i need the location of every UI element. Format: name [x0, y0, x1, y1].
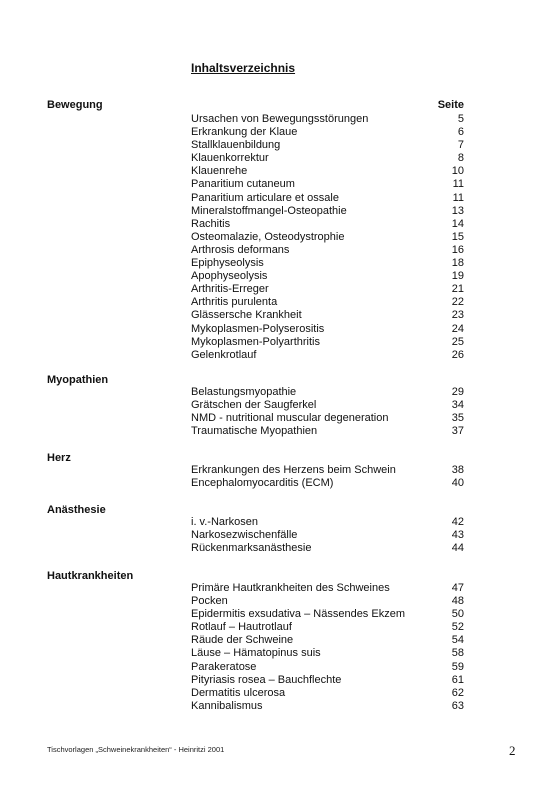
entry-page: 50 — [451, 608, 464, 621]
entry-text: Mykoplasmen-Polyserositis — [191, 322, 325, 335]
entry-text: Belastungsmyopathie — [191, 386, 297, 398]
toc-entry[interactable] — [191, 152, 464, 165]
toc-entry[interactable] — [191, 283, 464, 296]
entry-page: 61 — [451, 673, 464, 686]
toc-entry[interactable] — [191, 336, 464, 349]
entry-page: 44 — [451, 542, 464, 555]
entry-text: Epidermitis exsudativa – Nässendes Ekzem — [191, 608, 405, 621]
entry-text: Pocken — [191, 595, 228, 608]
entry-page: 58 — [451, 647, 464, 660]
toc-entry[interactable] — [191, 700, 464, 713]
entry-text: Rotlauf – Hautrotlauf — [191, 621, 292, 634]
toc-entry[interactable] — [191, 126, 464, 139]
entry-text: Gelenkrotlauf — [191, 348, 257, 361]
entry-text: Narkosezwischenfälle — [191, 529, 298, 542]
toc-entry[interactable] — [191, 464, 464, 477]
entry-text: NMD - nutritional muscular degeneration — [191, 412, 389, 425]
entry-page: 26 — [451, 348, 464, 361]
toc-entry[interactable] — [191, 582, 464, 595]
entry-text: Arthritis purulenta — [191, 296, 278, 309]
toc-entry[interactable] — [191, 165, 464, 178]
toc-entry[interactable] — [191, 349, 464, 362]
entry-page: 37 — [451, 425, 464, 438]
toc-entry[interactable] — [191, 621, 464, 634]
section-entries-myopathien — [191, 386, 464, 438]
toc-entry[interactable] — [191, 399, 464, 412]
toc-entry[interactable] — [191, 647, 464, 660]
section-title-herz: Herz — [47, 452, 71, 464]
toc-entry[interactable] — [191, 270, 464, 283]
toc-entry[interactable] — [191, 516, 464, 529]
toc-entry[interactable] — [191, 192, 464, 205]
entry-page: 48 — [451, 595, 464, 608]
entry-text: Klauenkorrektur — [191, 152, 269, 165]
entry-text: Mineralstoffmangel-Osteopathie — [191, 204, 347, 217]
toc-entry[interactable] — [191, 425, 464, 438]
entry-text: Traumatische Myopathien — [191, 425, 318, 438]
entry-text: Erkrankung der Klaue — [191, 126, 298, 139]
entry-text: i. v.-Narkosen — [191, 516, 259, 528]
toc-entry[interactable] — [191, 139, 464, 152]
entry-text: Osteomalazie, Osteodystrophie — [191, 230, 345, 243]
toc-entry[interactable] — [191, 634, 464, 647]
entry-text: Dermatitis ulcerosa — [191, 686, 286, 699]
page-number: 2 — [509, 743, 516, 758]
entry-page: 15 — [451, 230, 464, 243]
entry-text: Läuse – Hämatopinus suis — [191, 647, 321, 660]
section-title-anaesthesie: Anästhesie — [47, 504, 106, 516]
entry-text: Primäre Hautkrankheiten des Schweines — [191, 582, 390, 594]
entry-page: 29 — [451, 386, 464, 398]
entry-page: 10 — [451, 165, 464, 178]
toc-entry[interactable] — [191, 529, 464, 542]
entry-page: 62 — [451, 686, 464, 699]
entry-text: Arthritis-Erreger — [191, 283, 269, 296]
toc-entry[interactable] — [191, 257, 464, 270]
toc-entry[interactable] — [191, 178, 464, 191]
entry-text: Kannibalismus — [191, 699, 263, 712]
entry-text: Panaritium articulare et ossale — [191, 191, 339, 204]
entry-text: Mykoplasmen-Polyarthritis — [191, 335, 320, 348]
entry-page: 25 — [451, 335, 464, 348]
entry-text: Encephalomyocarditis (ECM) — [191, 477, 334, 490]
toc-entry[interactable] — [191, 608, 464, 621]
toc-entry[interactable] — [191, 386, 464, 399]
entry-page: 14 — [451, 217, 464, 230]
toc-entry[interactable] — [191, 674, 464, 687]
entry-text: Parakeratose — [191, 660, 257, 673]
entry-text: Klauenrehe — [191, 165, 248, 178]
toc-entry[interactable] — [191, 477, 464, 490]
entry-page: 43 — [451, 529, 464, 542]
entry-text: Räude der Schweine — [191, 634, 294, 647]
entry-page: 34 — [451, 399, 464, 412]
toc-entry[interactable] — [191, 309, 464, 322]
entry-page: 24 — [451, 322, 464, 335]
section-entries-bewegung — [191, 113, 464, 362]
toc-entry[interactable] — [191, 113, 464, 126]
toc-entry[interactable] — [191, 205, 464, 218]
entry-page: 23 — [451, 309, 464, 322]
toc-entry[interactable] — [191, 687, 464, 700]
entry-text: Arthrosis deformans — [191, 243, 290, 256]
entry-text: Glässersche Krankheit — [191, 309, 302, 322]
entry-page: 5 — [457, 113, 464, 125]
entry-page: 54 — [451, 634, 464, 647]
entry-text: Stallklauenbildung — [191, 139, 281, 152]
section-title-myopathien: Myopathien — [47, 374, 109, 386]
section-title-hautkrankheiten: Hautkrankheiten — [47, 570, 134, 582]
entry-page: 18 — [451, 257, 464, 270]
entry-text: Apophyseolysis — [191, 270, 268, 283]
toc-entry[interactable] — [191, 542, 464, 555]
toc-entry[interactable] — [191, 661, 464, 674]
toc-entry[interactable] — [191, 231, 464, 244]
toc-entry[interactable] — [191, 244, 464, 257]
section-title-bewegung: Bewegung — [47, 99, 103, 111]
entry-page: 11 — [452, 191, 464, 204]
toc-entry[interactable] — [191, 595, 464, 608]
section-entries-anaesthesie — [191, 516, 464, 555]
toc-entry[interactable] — [191, 412, 464, 425]
entry-page: 59 — [451, 660, 464, 673]
entry-text: Ursachen von Bewegungsstörungen — [191, 113, 369, 125]
entry-text: Rückenmarksanästhesie — [191, 542, 312, 555]
entry-page: 11 — [452, 178, 464, 191]
entry-page: 6 — [457, 126, 464, 139]
entry-page: 35 — [451, 412, 464, 425]
entry-text: Erkrankungen des Herzens beim Schwein — [191, 464, 396, 476]
entry-page: 40 — [451, 477, 464, 490]
entry-page: 38 — [451, 464, 464, 476]
entry-text: Rachitis — [191, 217, 231, 230]
entry-page: 16 — [451, 243, 464, 256]
entry-page: 22 — [451, 296, 464, 309]
page-column-header: Seite — [437, 99, 464, 111]
entry-text: Panaritium cutaneum — [191, 178, 295, 191]
entry-page: 7 — [457, 139, 464, 152]
entry-page: 52 — [451, 621, 464, 634]
entry-page: 13 — [451, 204, 464, 217]
section-entries-hautkrankheiten — [191, 582, 464, 713]
page-footer: Tischvorlagen „Schweinekrankheiten“ - Heinritzi 2001 — [47, 745, 225, 754]
entry-text: Grätschen der Saugferkel — [191, 399, 317, 412]
entry-page: 42 — [451, 516, 464, 528]
entry-page: 21 — [451, 283, 464, 296]
entry-page: 47 — [451, 582, 464, 594]
entry-text: Epiphyseolysis — [191, 257, 264, 270]
entry-page: 63 — [451, 699, 464, 712]
entry-page: 19 — [451, 270, 464, 283]
entry-page: 8 — [457, 152, 464, 165]
toc-entry[interactable] — [191, 296, 464, 309]
page-title: Inhaltsverzeichnis — [191, 61, 296, 75]
toc-entry[interactable] — [191, 218, 464, 231]
entry-text: Pityriasis rosea – Bauchflechte — [191, 673, 342, 686]
section-entries-herz — [191, 464, 464, 490]
toc-entry[interactable] — [191, 323, 464, 336]
